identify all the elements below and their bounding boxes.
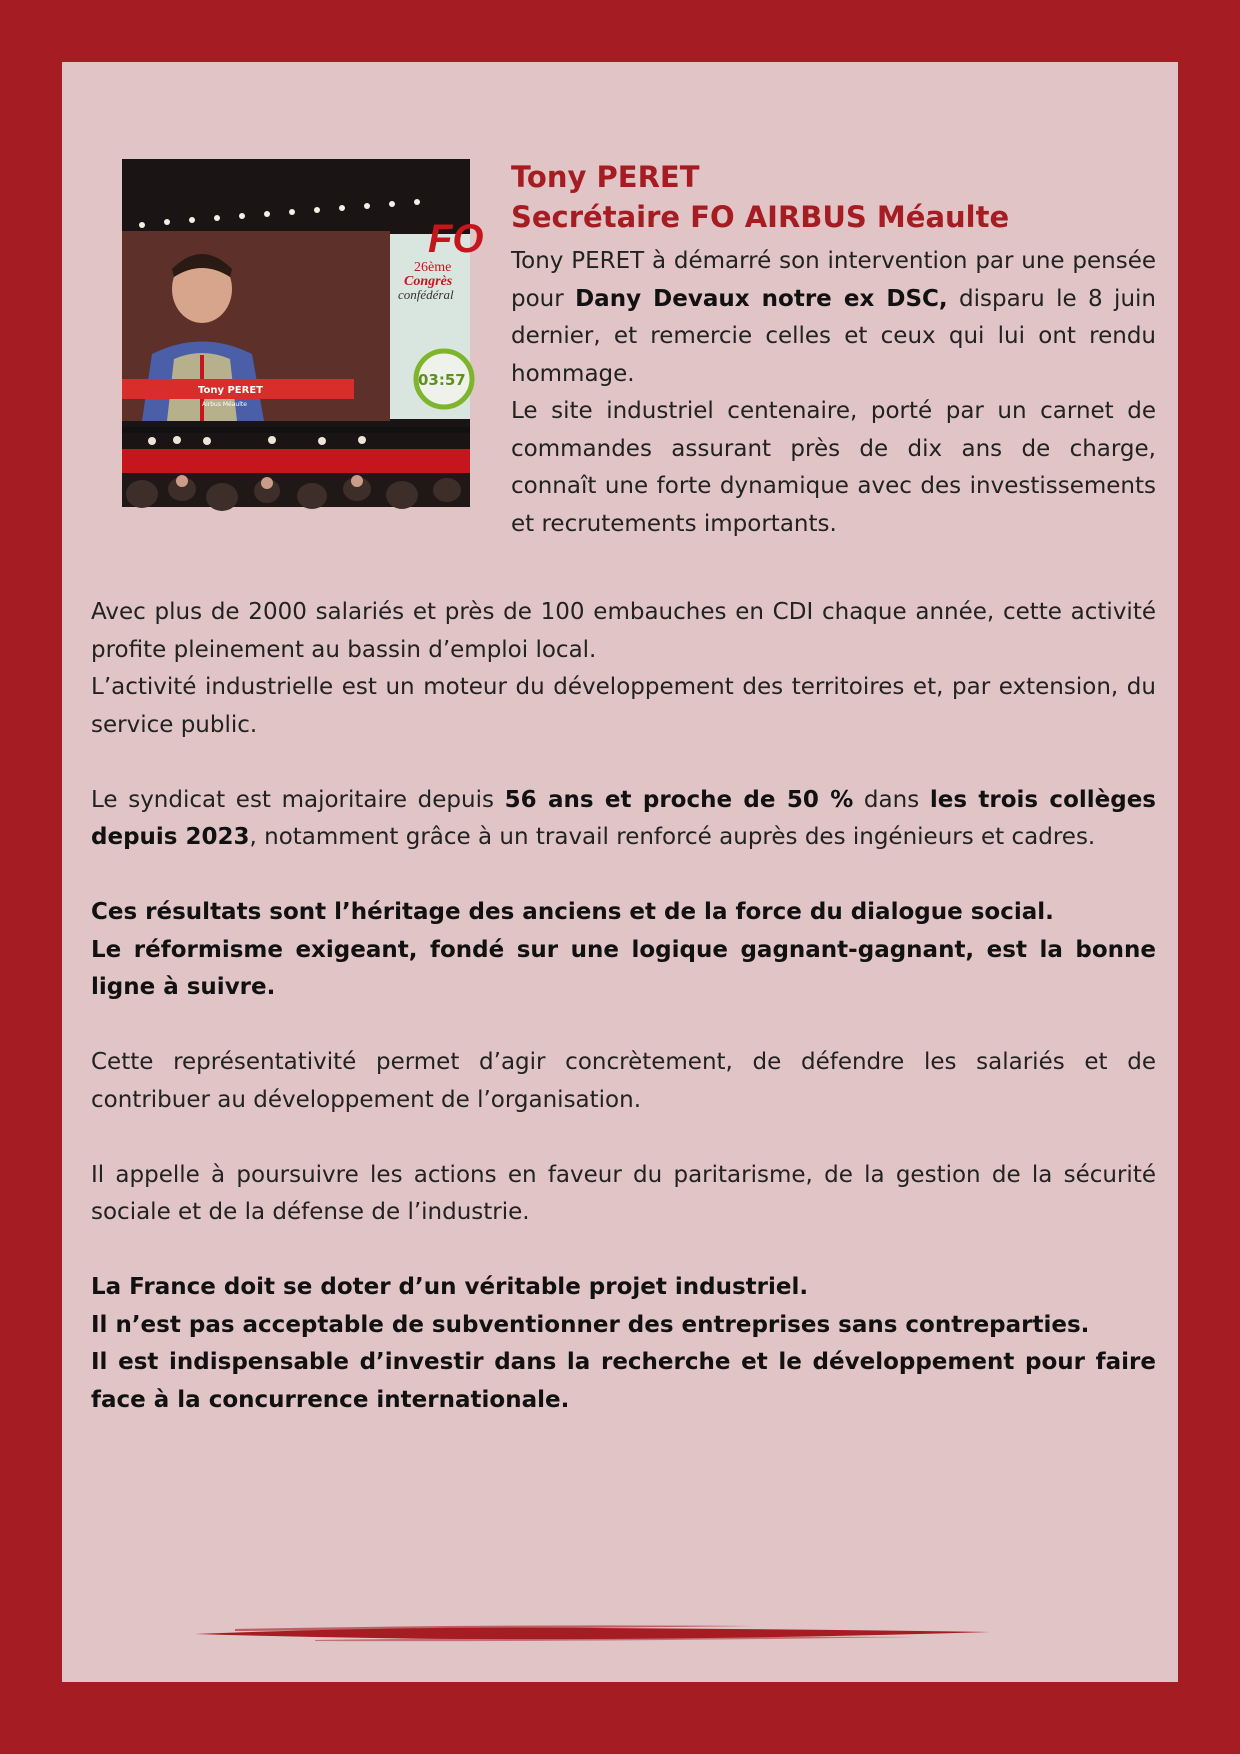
svg-text:confédéral: confédéral (398, 287, 454, 302)
paragraph-union: Le syndicat est majoritaire depuis 56 ans et proche de 50 % dans les trois collèges depuis 2023, notamment grâce à un travail renforcé auprès des ingénieurs et cadres. (91, 786, 1156, 850)
timer-text: 03:57 (418, 371, 466, 389)
content-panel (62, 62, 1178, 1682)
intro-paragraph-2: Le site industriel centenaire, porté par un carnet de commandes assurant près de dix ans de charge, connaît une forte dynamique avec des investissements et recrutements importants. (511, 398, 1156, 537)
article-header (511, 157, 1156, 543)
intro-paragraph-1: Tony PERET à démarré son intervention par une pensée pour Dany Devaux notre ex DSC, disparu le 8 juin dernier, et remercie celles et ceux qui lui ont rendu hommage. (511, 248, 1156, 387)
congress-photo-illustration (122, 159, 484, 507)
svg-text:26ème: 26ème (414, 260, 452, 275)
paragraph-industrial-project: La France doit se doter d’un véritable projet industriel. (91, 1274, 809, 1300)
paragraph-heritage: Ces résultats sont l’héritage des anciens et de la force du dialogue social. (91, 899, 1054, 925)
paragraph-subsidies: Il n’est pas acceptable de subventionner des entreprises sans contreparties. (91, 1311, 1090, 1338)
paragraph-employment: Avec plus de 2000 salariés et près de 100 embauches en CDI chaque année, cette activité profite pleinement au bassin d’emploi local. (91, 599, 1156, 663)
paragraph-representativity: Cette représentativité permet d’agir concrètement, de défendre les salariés et de contribuer au développement de l’organisation. (91, 1049, 1156, 1113)
paragraph-research: Il est indispensable d’investir dans la recherche et le développement pour faire face à la concurrence internationale. (91, 1349, 1156, 1413)
article-body (91, 594, 1156, 1419)
paragraph-reformism: Le réformisme exigeant, fondé sur une logique gagnant-gagnant, est la bonne ligne à suivre. (91, 936, 1156, 1000)
speaker-role: Secrétaire FO AIRBUS Méaulte (511, 200, 1010, 234)
speaker-photo (122, 159, 484, 507)
fo-logo: FO (428, 217, 484, 261)
svg-text:Congrès: Congrès (404, 274, 453, 289)
paragraph-industry: L’activité industrielle est un moteur du développement des territoires et, par extension, du service public. (91, 674, 1156, 738)
paragraph-paritarism: Il appelle à poursuivre les actions en faveur du paritarisme, de la gestion de la sécurité sociale et de la défense de l’industrie. (91, 1161, 1156, 1225)
speaker-name: Tony PERET (511, 160, 700, 194)
decorative-brush-stroke (195, 1612, 995, 1656)
svg-text:Tony PERET: Tony PERET (198, 385, 263, 396)
svg-text:Airbus Méaulte: Airbus Méaulte (202, 401, 247, 408)
